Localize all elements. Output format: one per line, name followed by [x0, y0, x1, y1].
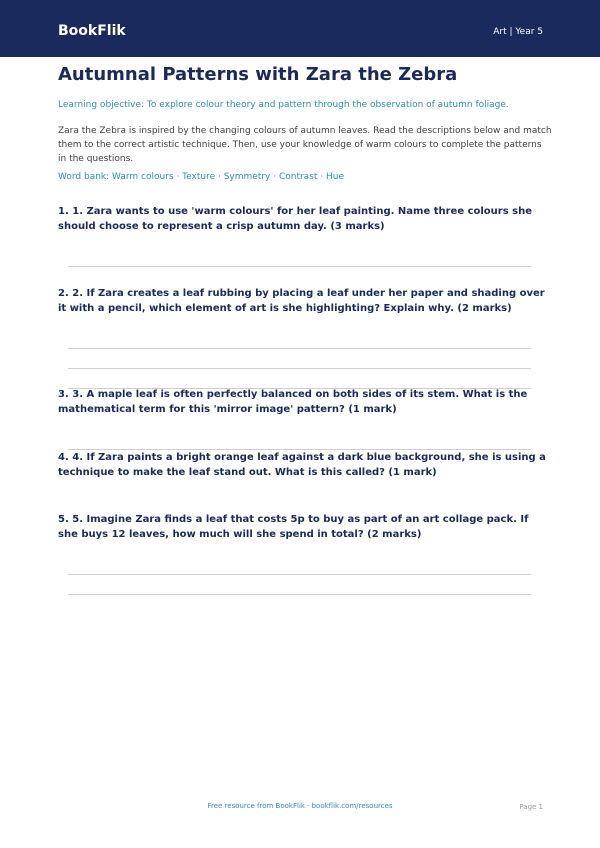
learning-objective: Learning objective: To explore colour theory and pattern through the observation of autumn foliage. — [58, 100, 509, 110]
answer-line[interactable] — [68, 348, 531, 349]
footer-credit: Free resource from BookFlik · bookflik.com/resources — [207, 802, 393, 810]
answer-line[interactable] — [68, 368, 531, 369]
question-2: 2. 2. If Zara creates a leaf rubbing by placing a leaf under her paper and shading over it with a pencil, which element of art is she highlighting? Explain why. (2 marks) — [58, 288, 545, 314]
question-3: 3. 3. A maple leaf is often perfectly balanced on both sides of its stem. What is the mathematical term for this 'mirror image' pattern? (1 mark) — [58, 389, 528, 415]
header-bar — [0, 0, 600, 57]
answer-line[interactable] — [68, 594, 531, 595]
intro-paragraph: Zara the Zebra is inspired by the changing colours of autumn leaves. Read the descriptions below and match them to the correct artistic technique. Then, use your knowledge of warm colours to complete the patterns in the questions. — [58, 126, 552, 164]
question-1: 1. 1. Zara wants to use 'warm colours' for her leaf painting. Name three colours she should choose to represent a crisp autumn day. (3 marks) — [58, 206, 533, 232]
word-bank: Word bank: Warm colours · Texture · Symmetry · Contrast · Hue — [58, 172, 345, 182]
question-5: 5. 5. Imagine Zara finds a leaf that costs 5p to buy as part of an art collage pack. If she buys 12 leaves, how much will she spend in total? (2 marks) — [58, 514, 529, 540]
brand-logo-text: BookFlik — [58, 23, 126, 39]
question-4: 4. 4. If Zara paints a bright orange leaf against a dark blue background, she is using a technique to make the leaf stand out. What is this called? (1 mark) — [58, 452, 546, 478]
answer-line[interactable] — [68, 574, 531, 575]
page-title: Autumnal Patterns with Zara the Zebra — [58, 64, 458, 85]
answer-line[interactable] — [68, 266, 531, 267]
page-number: Page 1 — [519, 803, 543, 811]
subject-year-label: Art | Year 5 — [493, 27, 543, 37]
